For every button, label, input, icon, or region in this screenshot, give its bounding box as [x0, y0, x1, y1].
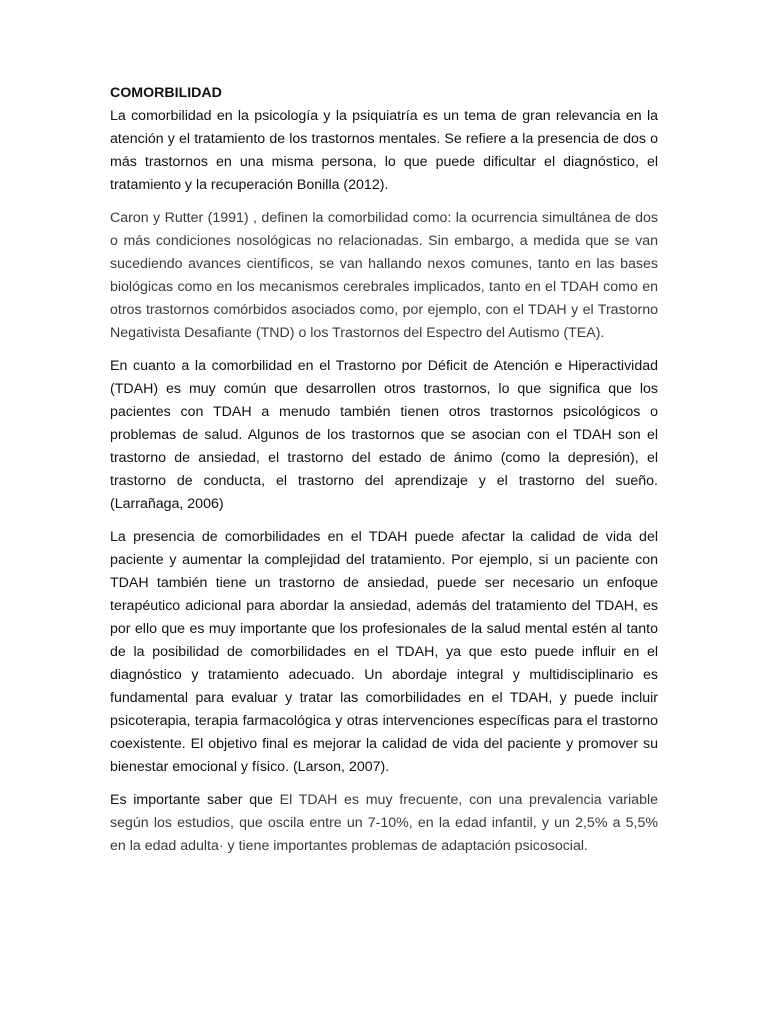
document-title: COMORBILIDAD: [110, 85, 222, 101]
document-page: [110, 82, 658, 858]
paragraph-4: La presencia de comorbilidades en el TDAH puede afectar la calidad de vida del paciente y aumentar la complejidad del tratamiento. Por ejemplo, si un paciente con TDAH también tiene un trastorno de ansiedad, puede ser necesario un enfoque terapéutico adicional para abordar la ansiedad, además del tratamiento del TDAH, es por ello que es muy importante que los profesionales de la salud mental estén al tanto de la posibilidad de comorbilidades en el TDAH, ya que esto puede influir en el diagnóstico y tratamiento adecuado. Un abordaje integral y multidisciplinario es fundamental para evaluar y tratar las comorbilidades en el TDAH, y puede incluir psicoterapia, terapia farmacológica y otras intervenciones específicas para el trastorno coexistente. El objetivo final es mejorar la calidad de vida del paciente y promover su bienestar emocional y físico. (Larson, 2007).: [110, 529, 658, 775]
paragraph-1: La comorbilidad en la psicología y la psiquiatría es un tema de gran relevancia en la atención y el tratamiento de los trastornos mentales. Se refiere a la presencia de dos o más trastornos en una misma persona, lo que puede dificultar el diagnóstico, el tratamiento y la recuperación Bonilla (2012).: [110, 108, 658, 193]
paragraph-2: Caron y Rutter (1991) , definen la comorbilidad como: la ocurrencia simultánea de dos o más condiciones nosológicas no relacionadas. Sin embargo, a medida que se van sucediendo avances científicos, se van hallando nexos comunes, tanto en las bases biológicas como en los mecanismos cerebrales implicados, tanto en el TDAH como en otros trastornos comórbidos asociados como, por ejemplo, con el TDAH y el Trastorno Negativista Desafiante (TND) o los Trastornos del Espectro del Autismo (TEA).: [110, 210, 658, 341]
paragraph-5-lead: Es importante saber que: [110, 792, 280, 808]
paragraph-5: [110, 789, 658, 858]
paragraph-3: En cuanto a la comorbilidad en el Trastorno por Déficit de Atención e Hiperactividad (TDAH) es muy común que desarrollen otros trastornos, lo que significa que los pacientes con TDAH a menudo también tienen otros trastornos psicológicos o problemas de salud. Algunos de los trastornos que se asocian con el TDAH son el trastorno de ansiedad, el trastorno del estado de ánimo (como la depresión), el trastorno de conducta, el trastorno del aprendizaje y el trastorno del sueño. (Larrañaga, 2006): [110, 358, 658, 512]
paragraph-5-rest: El TDAH es muy frecuente, con una prevalencia variable según los estudios, que oscila entre un 7-10%, en la edad infantil, y un 2,5% a 5,5% en la edad adulta· y tiene importantes problemas de adaptación psicosocial.: [110, 792, 659, 854]
